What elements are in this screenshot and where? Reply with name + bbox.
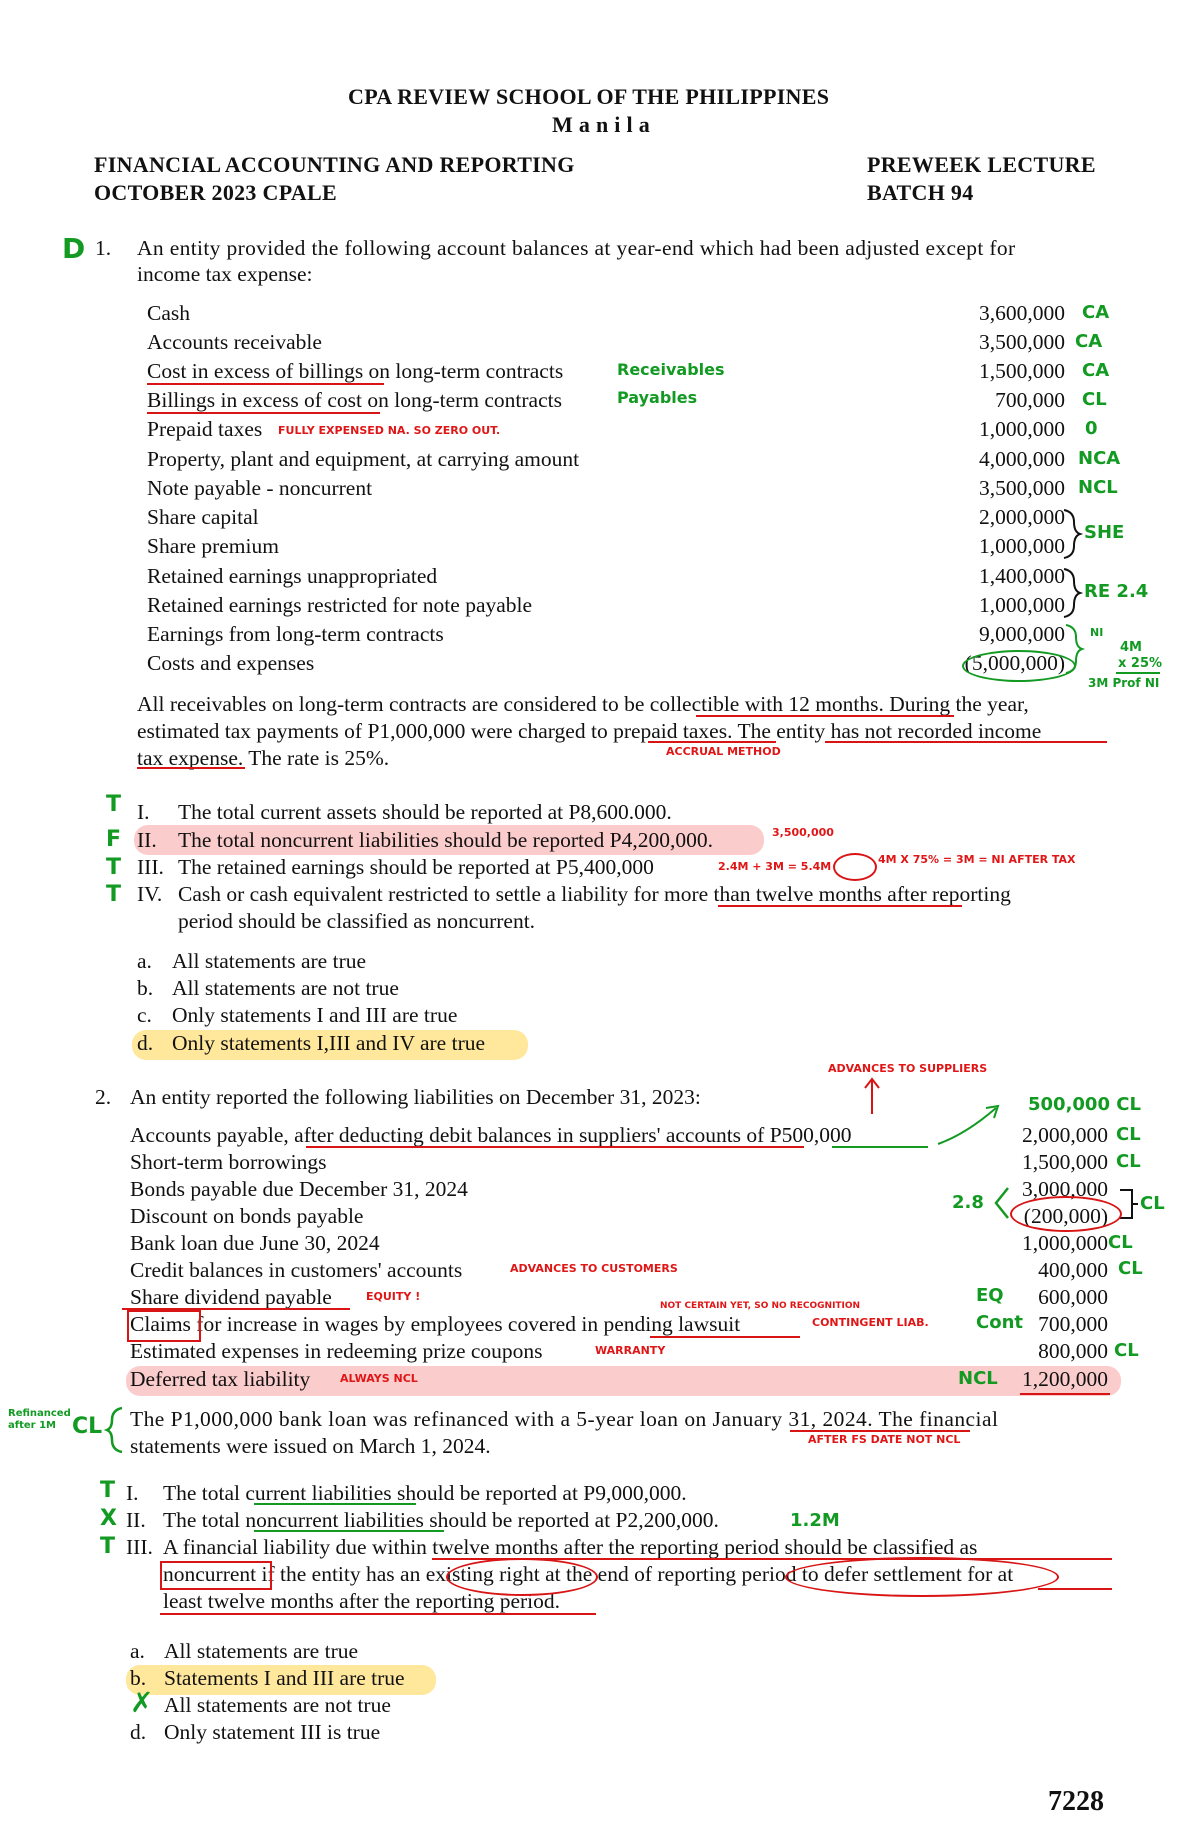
choice-text: All statements are not true [172,976,399,1000]
stmt-text: The total noncurrent liabilities should be reported P4,200,000. [178,828,714,852]
liability-amount: 700,000 [1038,1312,1108,1336]
q1-para-3: tax expense. The rate is 25%. [137,746,390,770]
account-label: Share capital [147,505,259,529]
stmt-text-cont: noncurrent if the entity has an existing right at the end of reporting period to defer settlement for at [163,1562,1014,1586]
school-title: CPA REVIEW SCHOOL OF THE PHILIPPINES [348,84,830,109]
margin-note-payables: Payables [617,388,698,407]
liability-amount: 600,000 [1038,1285,1108,1309]
choice-text: Only statement III is true [164,1720,381,1744]
contingent-note: CONTINGENT LIAB. [812,1316,929,1329]
liability-amount: 3,000,000 [1022,1177,1108,1201]
ni-calc-3: 3M Prof NI [1088,676,1160,690]
coupons-note: WARRANTY [595,1344,666,1357]
q1-para-2: estimated tax payments of P1,000,000 were charged to prepaid taxes. The entity has not recorded income [137,719,1042,743]
bonds-brace-left [992,1186,1010,1220]
ap-extra-note: 500,000 CL [1028,1094,1141,1115]
page-number: 7228 [1048,1786,1104,1817]
stmt-text: The total noncurrent liabilities should be reported at P2,200,000. [163,1508,719,1532]
classification-note: CL [1082,389,1107,410]
account-amount: 1,000,000 [979,593,1065,617]
customers-note: ADVANCES TO CUSTOMERS [510,1262,678,1275]
classification-note: CL [1108,1232,1133,1253]
account-amount: 1,500,000 [979,359,1065,383]
account-label: Retained earnings unappropriated [147,564,438,588]
stmt-text: The total current assets should be reported at P8,600.000. [178,800,672,824]
q2-para-2: statements were issued on March 1, 2024. [130,1434,491,1458]
account-label: Property, plant and equipment, at carrying amount [147,447,580,471]
stmt-mark: T [106,855,122,880]
margin-note-prepaid: FULLY EXPENSED NA. SO ZERO OUT. [278,424,501,437]
stmt3-note-2: 4M X 75% = 3M = NI AFTER TAX [878,853,1076,866]
q2-top-note: ADVANCES TO SUPPLIERS [828,1062,988,1075]
refinance-brace [106,1406,124,1454]
classification-note: 0 [1085,418,1098,439]
account-label: Accounts receivable [147,330,322,354]
liability-label: Bank loan due June 30, 2024 [130,1231,380,1255]
liability-amount: 400,000 [1038,1258,1108,1282]
liability-label: Bonds payable due December 31, 2024 [130,1177,468,1201]
she-note: SHE [1084,522,1125,543]
stmt3-note: 2.4M + 3M = 5.4M [718,860,832,873]
stmt-text-cont: least twelve months after the reporting period. [163,1589,561,1613]
classification-note: NCL [1078,477,1118,498]
stmt-number: IV. [137,882,163,906]
ni-calc-1: 4M [1120,640,1142,655]
subject-title: FINANCIAL ACCOUNTING AND REPORTING [94,152,575,177]
stmt-text: The total current liabilities should be reported at P9,000,000. [163,1481,687,1505]
liability-amount: 1,500,000 [1022,1150,1108,1174]
liability-label: Credit balances in customers' accounts [130,1258,463,1282]
account-label: Cost in excess of billings on long-term contracts [147,359,564,383]
choice-letter: a. [137,949,152,973]
choice-text: Only statements I and III are true [172,1003,458,1027]
classification-note: EQ [976,1285,1004,1306]
q1-answer-mark: D [62,232,86,265]
re-brace [1062,567,1082,619]
classification-note: CL [1118,1258,1143,1279]
bonds-net-note: 2.8 [952,1192,984,1213]
choice-c-cross-icon: ✗ [130,1686,154,1719]
account-label: Earnings from long-term contracts [147,622,444,646]
accrual-note: ACCRUAL METHOD [666,745,781,758]
q2-intro: An entity reported the following liabilities on December 31, 2023: [130,1085,701,1109]
batch-title: BATCH 94 [867,180,974,205]
classification-note: CA [1082,302,1110,323]
liability-amount: 1,200,000 [1022,1367,1108,1391]
q1-number: 1. [95,236,112,260]
bonds-brace-right [1118,1188,1140,1222]
liability-label: Claims for increase in wages by employees covered in pending lawsuit [130,1312,741,1336]
account-label: Prepaid taxes [147,417,263,441]
liability-label: Deferred tax liability [130,1367,311,1391]
she-brace [1062,508,1082,560]
choice-letter: c. [137,1003,152,1027]
lecture-title: PREWEEK LECTURE [867,152,1096,177]
choice-letter: b. [137,976,154,1000]
choice-letter: b. [130,1666,147,1690]
q1-intro-2: income tax expense: [137,262,313,286]
account-amount: 3,600,000 [979,301,1065,325]
margin-note-receivables: Receivables [617,360,725,379]
stmt-number: II. [137,828,157,852]
q1-intro-1: An entity provided the following account balances at year-end which had been adjusted except for [137,236,1016,260]
stmt-text-cont: period should be classified as noncurrent. [178,909,536,933]
account-amount: 700,000 [995,388,1065,412]
refinanced-cl-note: CL [72,1414,103,1439]
stmt-number: I. [137,800,150,824]
classification-note: CL [1116,1124,1141,1145]
account-amount: 1,000,000 [979,417,1065,441]
liability-amount: 800,000 [1038,1339,1108,1363]
re-note: RE 2.4 [1084,581,1149,602]
stmt-mark: T [106,882,122,907]
liability-amount: 1,000,000 [1022,1231,1108,1255]
choice-text: All statements are true [172,949,367,973]
choice-text: Only statements I,III and IV are true [172,1031,486,1055]
choice-letter: d. [137,1031,154,1055]
bonds-cl-note: CL [1140,1193,1165,1214]
exam-title: OCTOBER 2023 CPALE [94,180,337,205]
stmt-number: III. [126,1535,153,1559]
q2-stmt2-note: 1.2M [790,1510,840,1531]
classification-note: CA [1082,360,1110,381]
account-label: Costs and expenses [147,651,315,675]
classification-note: Cont [976,1312,1023,1333]
account-amount: 3,500,000 [979,476,1065,500]
account-amount: 1,000,000 [979,534,1065,558]
choice-text: All statements are not true [164,1693,391,1717]
stmt-mark: X [100,1506,117,1531]
account-amount: 1,400,000 [979,564,1065,588]
ni-note: NI [1090,626,1104,639]
stmt-mark: T [100,1478,116,1503]
account-amount: 3,500,000 [979,330,1065,354]
choice-text: Statements I and III are true [164,1666,405,1690]
school-city: M a n i l a [552,112,651,137]
stmt-number: III. [137,855,164,879]
after-fs-note: AFTER FS DATE NOT NCL [808,1433,961,1446]
liability-label: Accounts payable, after deducting debit balances in suppliers' accounts of P500,000 [130,1123,852,1147]
ap-arrow [936,1100,1006,1150]
choice-letter: d. [130,1720,147,1744]
classification-note: CA [1075,331,1103,352]
classification-note: NCL [958,1368,998,1389]
stmt-text: The retained earnings should be reported at P5,400,000 [178,855,654,879]
liability-label: Short-term borrowings [130,1150,327,1174]
account-amount: 4,000,000 [979,447,1065,471]
stmt-number: I. [126,1481,139,1505]
choice-text: All statements are true [164,1639,359,1663]
stmt-mark: T [106,792,122,817]
stmt2-note: 3,500,000 [772,826,834,839]
choice-letter: a. [130,1639,145,1663]
account-amount: 2,000,000 [979,505,1065,529]
classification-note: CL [1114,1340,1139,1361]
liability-label: Share dividend payable [130,1285,332,1309]
liability-label: Discount on bonds payable [130,1204,364,1228]
q1-para-1: All receivables on long-term contracts are considered to be collectible with 12 months. During the year, [137,692,1029,716]
liability-label: Estimated expenses in redeeming prize coupons [130,1339,543,1363]
liability-amount: (200,000) [1023,1204,1108,1228]
share-div-note: EQUITY ! [366,1290,421,1303]
account-amount: 9,000,000 [979,622,1065,646]
q2-number: 2. [95,1085,112,1109]
account-label: Note payable - noncurrent [147,476,373,500]
classification-note: NCA [1078,448,1121,469]
account-label: Retained earnings restricted for note payable [147,593,533,617]
ni-calc-2: x 25% [1118,656,1163,671]
lawsuit-top-note: NOT CERTAIN YET, SO NO RECOGNITION [660,1301,861,1311]
stmt-number: II. [126,1508,146,1532]
q2-arrow [862,1076,882,1116]
classification-note: CL [1116,1151,1141,1172]
q2-para-1: The P1,000,000 bank loan was refinanced with a 5-year loan on January 31, 2024. The financial [130,1407,999,1431]
stmt-text: Cash or cash equivalent restricted to settle a liability for more than twelve months after reporting [178,882,1011,906]
account-label: Share premium [147,534,279,558]
liability-amount: 2,000,000 [1022,1123,1108,1147]
refinanced-note: Refinanced after 1M [8,1408,71,1431]
stmt-mark: F [106,827,122,852]
stmt-text: A financial liability due within twelve months after the reporting period should be classified as [163,1535,978,1559]
account-label: Billings in excess of cost on long-term contracts [147,388,562,412]
deferred-note: ALWAYS NCL [340,1372,418,1385]
account-amount: (5,000,000) [964,651,1065,675]
account-label: Cash [147,301,190,325]
stmt-mark: T [100,1534,116,1559]
